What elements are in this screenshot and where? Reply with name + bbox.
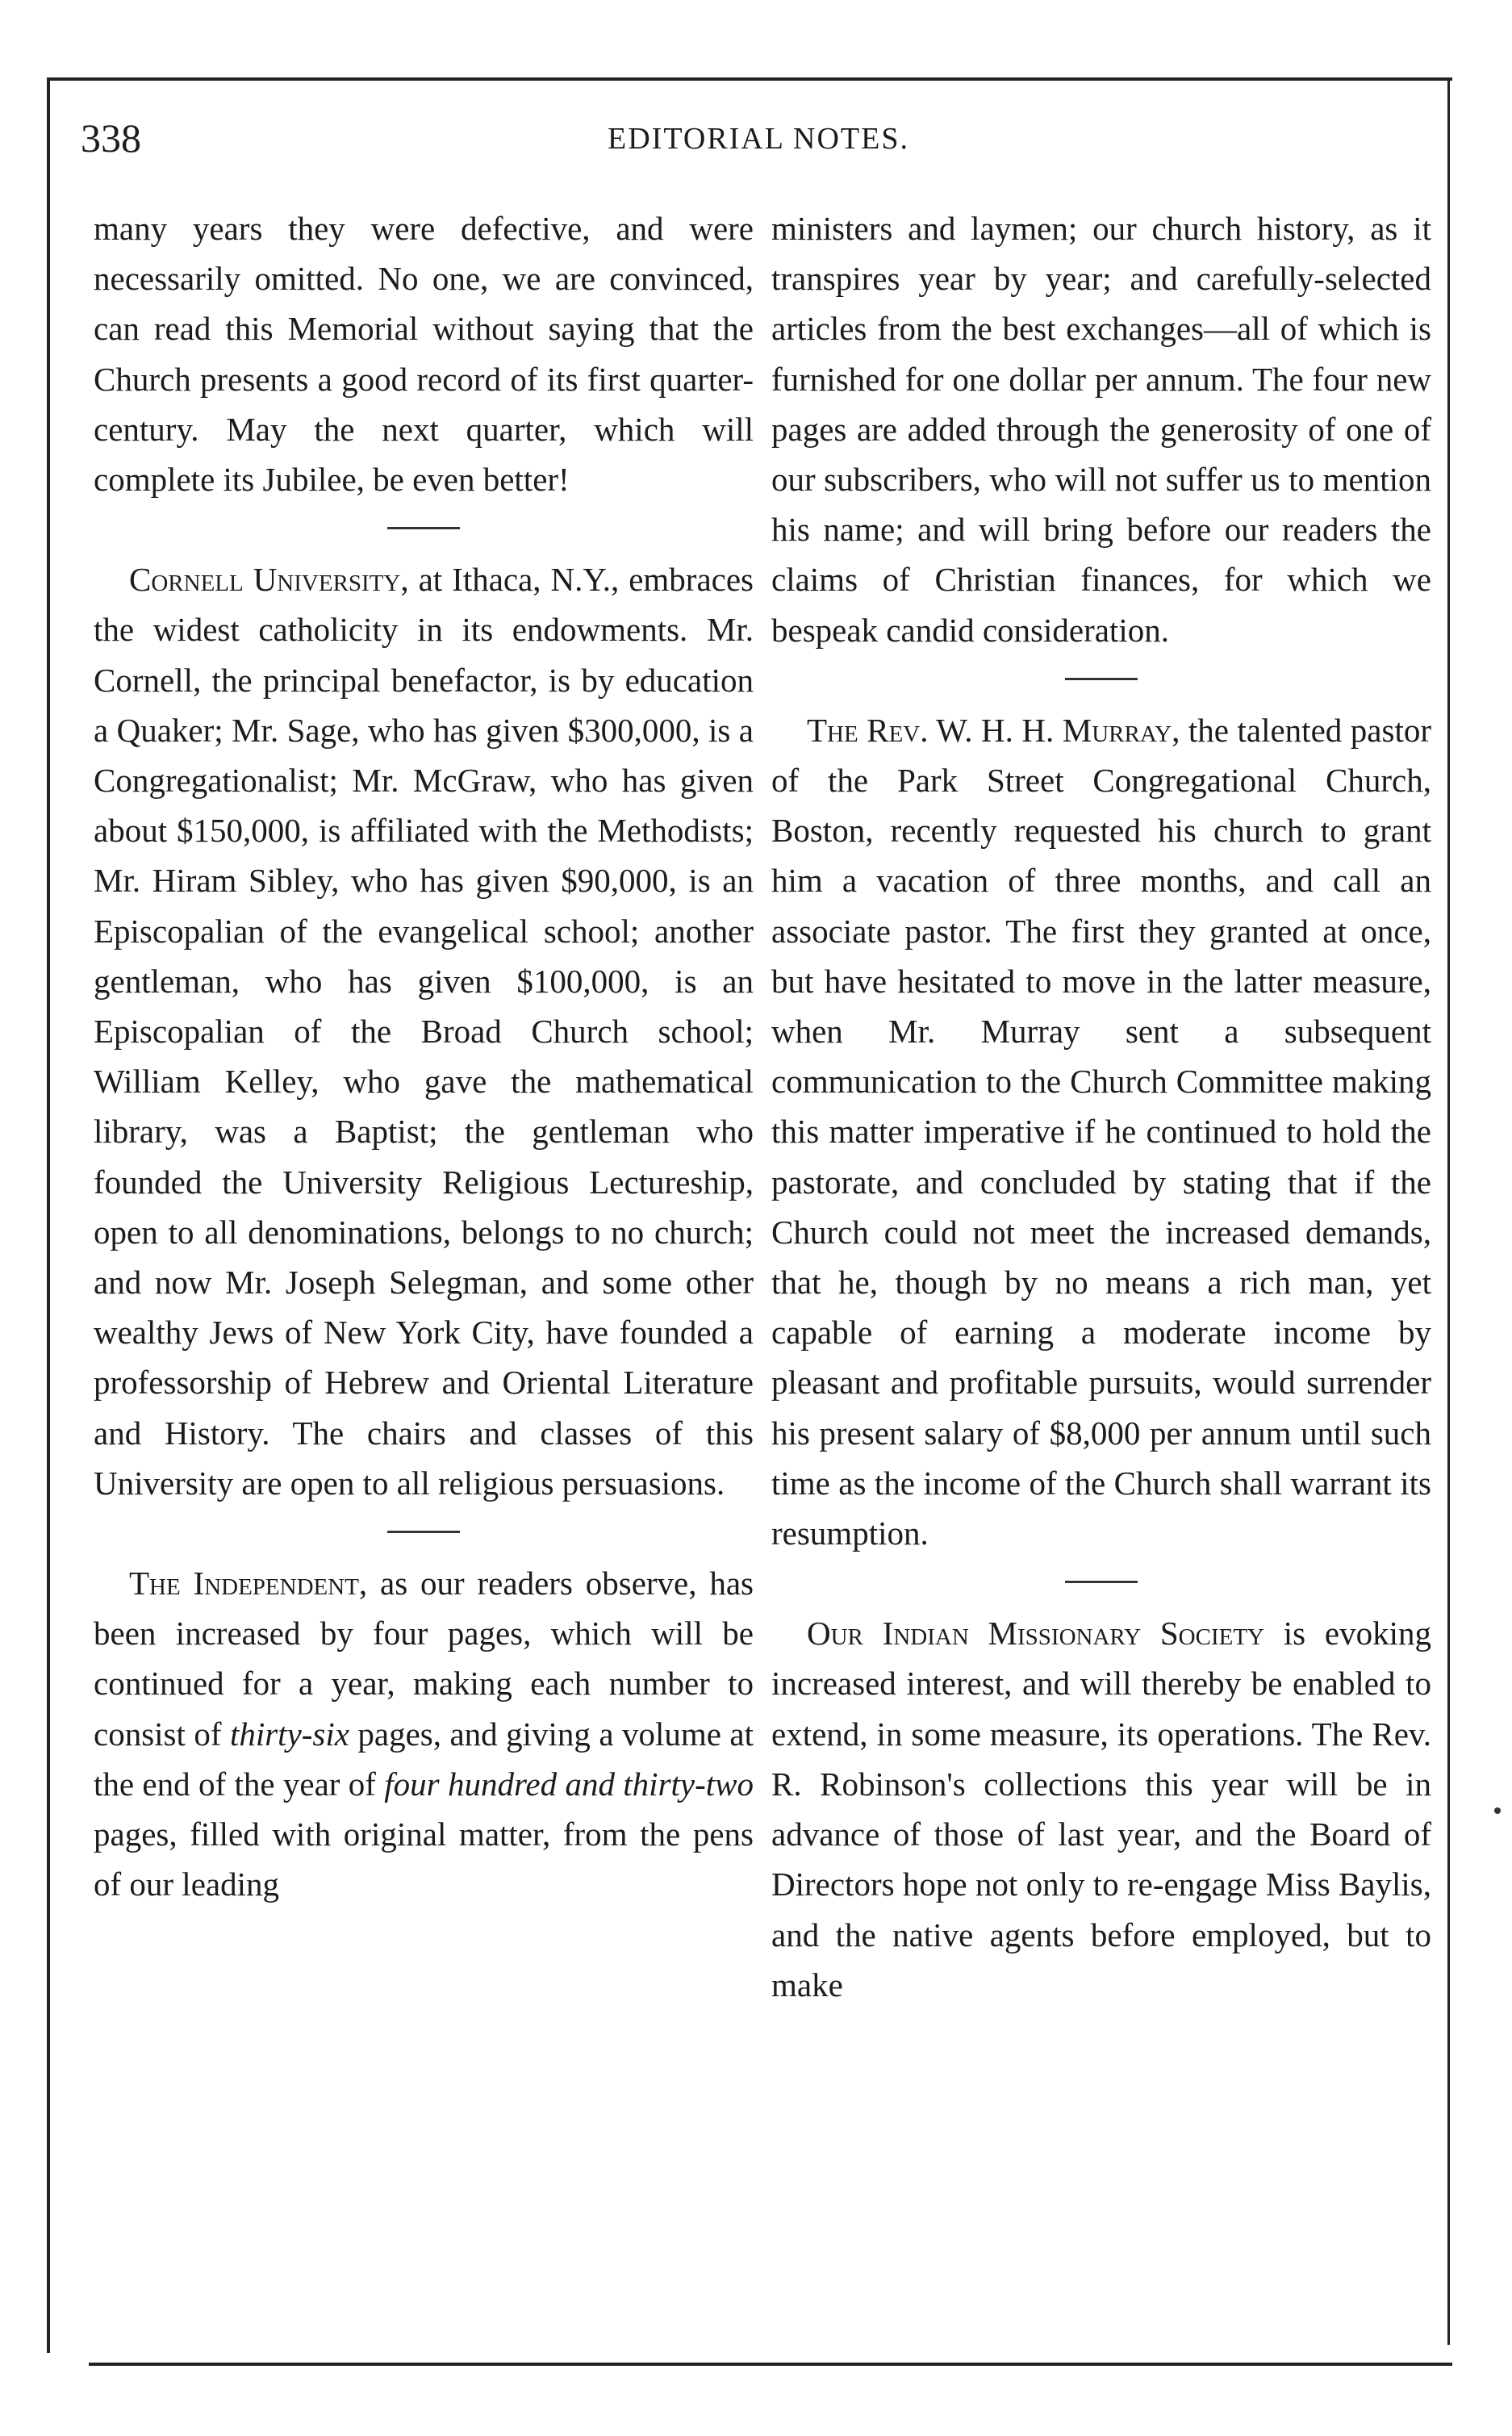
page-frame-left xyxy=(47,77,50,2353)
independent-paragraph xyxy=(94,1558,754,1909)
independent-paragraph-continued: ministers and laymen; our church history, as it transpires year by year; and carefully-selected articles from the best exchanges—all of which is furnished for one dollar per annum. The four new pages are added through the generosity of one of our subscribers, who will not suffer us to mention his name; and will bring before our readers the claims of Christian finances, for which we bespeak candid consideration. xyxy=(771,210,1431,649)
running-title: EDITORIAL NOTES. xyxy=(608,122,909,156)
missionary-text: is evoking increased interest, and will thereby be enabled to extend, in some measure, its operations. The Rev. R. Robinson's collections this year will be in advance of those of last year, and the Board of Directors hope not only to re-engage Miss Baylis, and the native agents before employed, but to make xyxy=(771,1615,1432,2004)
murray-heading: The Rev. W. H. H. Murray, xyxy=(807,711,1180,749)
page-frame-right xyxy=(1447,77,1450,2345)
margin-speck xyxy=(1494,1807,1501,1814)
independent-heading: The Independent, xyxy=(129,1565,368,1602)
section-divider xyxy=(771,655,1431,705)
memorial-paragraph-end: many years they were defective, and were necessarily omitted. No one, we are convinced, can read this Memorial without saying that the Church presents a good record of its first quarter-century. May the next quarter, which will complete its Jubilee, be even better! xyxy=(94,210,754,499)
page-number: 338 xyxy=(81,115,141,161)
cornell-text: at Ithaca, N.Y., embraces the widest catholicity in its endowments. Mr. Cornell, the principal benefactor, is by education a Quaker; Mr. Sage, who has given $300,000, is a Congregationalist; Mr. McGraw, who has given about $150,000, is affiliated with the Methodists; Mr. Hiram Sibley, who has given $90,000, is an Episcopalian of the evangelical school; another gentleman, who has given $100,000, is an Episcopalian of the Broad Church school; William Kelley, who gave the mathematical library, was a Baptist; the gentleman who founded the University Religious Lectureship, open to all denominations, belongs to no church; and now Mr. Joseph Selegman, and some other wealthy Jews of New York City, have founded a professorship of Hebrew and Oriental Literature and History. The chairs and classes of this University are open to all religious persuasions. xyxy=(94,561,754,1502)
murray-text: the talented pastor of the Park Street Congregational Church, Boston, recently requested his church to grant him a vacation of three months, and call an associate pastor. The first they granted at once, but have hesitated to move in the latter measure, when Mr. Murray sent a subsequent communication to the Church Committee making this matter imperative if he continued to hold the pastorate, and concluded by stating that if the Church could not meet the increased demands, that he, though by no means a rich man, yet capable of earning a moderate income by pleasant and profitable pursuits, would surrender his present salary of $8,000 per annum until such time as the income of the Church shall warrant its resumption. xyxy=(771,711,1431,1552)
right-column xyxy=(771,203,1431,2010)
section-divider xyxy=(94,504,754,554)
cornell-heading: Cornell University, xyxy=(129,561,409,599)
independent-text-1: as our readers observe, has been increased by four pages, which will be continued for a year, making each number to consist of xyxy=(94,1565,754,1753)
independent-italic-1: thirty-six xyxy=(229,1715,349,1753)
left-column xyxy=(94,203,754,1910)
independent-text-3: pages, filled with original matter, from the pens of our leading xyxy=(94,1816,754,1903)
page-frame-top xyxy=(47,77,1452,81)
independent-italic-2: four hundred and thirty-two xyxy=(384,1765,754,1803)
page-header xyxy=(81,115,1436,171)
missionary-paragraph xyxy=(771,1608,1431,2010)
section-divider xyxy=(771,1558,1431,1608)
murray-paragraph xyxy=(771,705,1431,1558)
missionary-heading: Our Indian Missionary Society xyxy=(807,1615,1264,1653)
page-frame-bottom xyxy=(89,2363,1452,2366)
cornell-paragraph xyxy=(94,554,754,1508)
section-divider xyxy=(94,1508,754,1558)
independent-text-2: pages, and giving a volume at the end of the year of xyxy=(94,1715,754,1803)
